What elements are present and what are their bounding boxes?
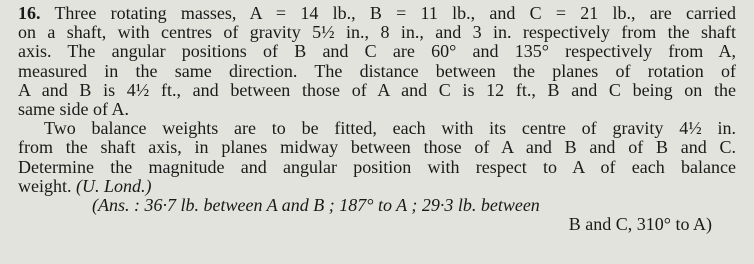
problem-line-1	[18, 4, 736, 23]
problem-line-4: measured in the same direction. The distance between the planes of rotation of	[18, 60, 736, 81]
problem-number: 16.	[18, 3, 41, 23]
para2-line-1: Two balance weights are to be fitted, each with its centre of gravity 4½ in.	[44, 118, 736, 139]
source-citation: (U. Lond.)	[76, 175, 152, 196]
para2-line-3: Determine the magnitude and angular position with respect to A of each balance	[18, 156, 736, 177]
answer-line-1: (Ans. : 36·7 lb. between A and B ; 187° to A ; 29·3 lb. between	[92, 194, 540, 215]
problem-line-6: same side of A.	[18, 98, 129, 119]
problem-line-5: A and B is 4½ ft., and between those of A and C is 12 ft., B and C being on the	[18, 79, 736, 100]
problem-text-1: Three rotating masses, A = 14 lb., B = 11 lb., and C = 21 lb., are carried	[54, 3, 736, 23]
last-line-text: weight.	[18, 175, 72, 196]
para2-line-4	[18, 177, 736, 196]
para2-line-2: from the shaft axis, in planes midway between those of A and B and of B and C.	[18, 137, 736, 158]
problem-line-3: axis. The angular positions of B and C are 60° and 135° respectively from A,	[18, 41, 736, 62]
answer-line-2: B and C, 310° to A)	[568, 214, 712, 235]
problem-line-2: on a shaft, with centres of gravity 5½ in., 8 in., and 3 in. respectively from the shaft	[18, 22, 736, 43]
